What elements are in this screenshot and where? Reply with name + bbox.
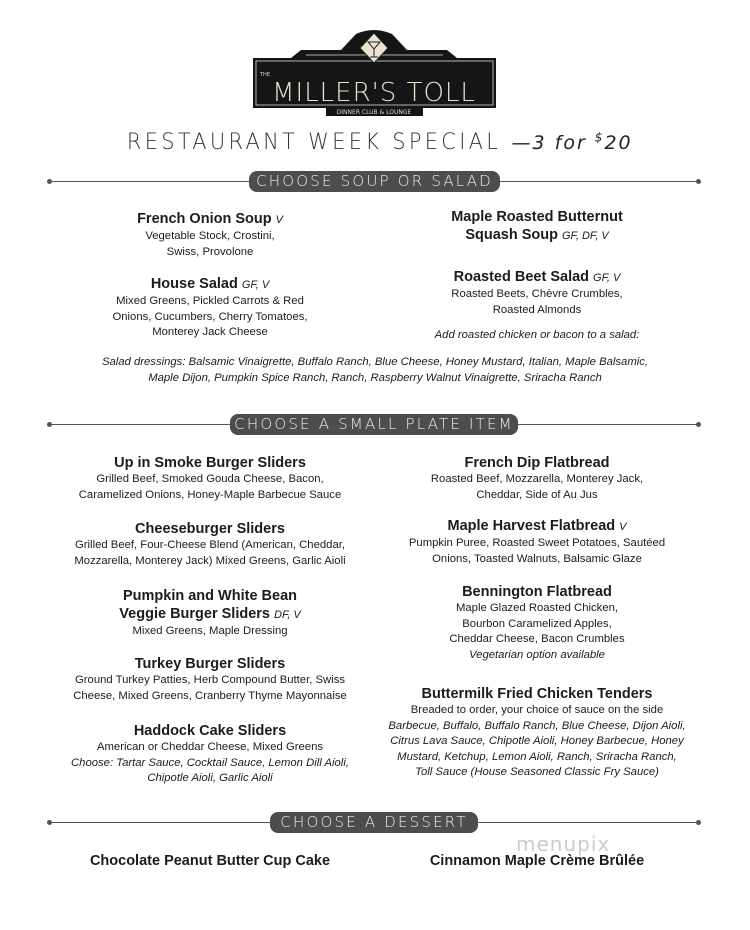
- item-name-text: Haddock Cake Sliders: [133, 723, 287, 739]
- headline-title: RESTAURANT WEEK SPECIAL: [127, 130, 502, 155]
- item-description: Onions, Toasted Walnuts, Balsamic Glaze: [432, 552, 642, 565]
- dietary-tags: GF, V: [241, 279, 270, 291]
- salad-dressings: [0, 355, 750, 386]
- item-name-text: Chocolate Peanut Butter Cup Cake: [89, 853, 331, 869]
- svg-text:THE: THE: [260, 72, 270, 78]
- menu-item: [50, 655, 370, 704]
- item-description: Caramelized Onions, Honey-Maple Barbecue Sauce: [78, 488, 342, 501]
- menu-item: [377, 454, 697, 503]
- item-description: Swiss, Provolone: [166, 245, 254, 258]
- item-description: Cheddar, Side of Au Jus: [476, 488, 598, 501]
- item-description: Mixed Greens, Pickled Carrots & Red: [116, 295, 304, 307]
- dietary-tags: DF, V: [274, 609, 301, 621]
- add-protein-note: Add roasted chicken or bacon to a salad:: [434, 329, 640, 341]
- millers-toll-logo: [251, 28, 498, 116]
- item-name-text: Roasted Beet Salad: [453, 269, 590, 285]
- item-name-text: Maple Roasted Butternut: [451, 209, 623, 225]
- item-name-text: French Onion Soup: [137, 211, 272, 227]
- item-description: Maple Glazed Roasted Chicken,: [455, 602, 618, 614]
- item-name-text: Up in Smoke Burger Sliders: [114, 455, 306, 471]
- item-description: Grilled Beef, Smoked Gouda Cheese, Bacon,: [96, 473, 324, 485]
- item-description: Barbecue, Buffalo, Buffalo Ranch, Blue Cheese, Dijon Aioli,: [388, 719, 686, 732]
- item-description: Roasted Beets, Chèvre Crumbles,: [451, 288, 623, 300]
- item-name-text: Maple Harvest Flatbread: [447, 518, 616, 534]
- item-name: [50, 275, 370, 294]
- section-heading: CHOOSE SOUP OR SALAD: [249, 171, 500, 192]
- item-description: Choose: Tartar Sauce, Cocktail Sauce, Lemon Dill Aioli,: [71, 756, 349, 769]
- svg-text:DINNER CLUB & LOUNGE: DINNER CLUB & LOUNGE: [336, 109, 412, 116]
- item-description: Ground Turkey Patties, Herb Compound Butter, Swiss: [75, 674, 345, 686]
- dietary-tags: V: [275, 214, 283, 226]
- menu-item: [377, 685, 697, 781]
- item-name-text: Cinnamon Maple Crème Brûlée: [429, 853, 645, 869]
- salad-dressings-line: Salad dressings: Balsamic Vinaigrette, Buffalo Ranch, Blue Cheese, Honey Mustard, Italian, Maple Balsamic,: [101, 356, 649, 368]
- item-description: Cheddar Cheese, Bacon Crumbles: [449, 633, 625, 645]
- item-name: [50, 587, 370, 624]
- menu-item: [50, 275, 370, 341]
- item-description: Onions, Cucumbers, Cherry Tomatoes,: [112, 310, 308, 323]
- item-description: Mustard, Ketchup, Lemon Aioli, Ranch, Sriracha Ranch,: [397, 750, 677, 763]
- menu-item: [50, 587, 370, 640]
- item-name-text: Pumpkin and White Bean: [122, 588, 297, 604]
- item-name: [50, 454, 370, 472]
- item-description: Citrus Lava Sauce, Chipotle Aioli, Honey Barbecue, Honey: [390, 735, 684, 747]
- item-name: [50, 655, 370, 673]
- item-description: Vegetarian option available: [469, 648, 605, 661]
- menu-item: [50, 722, 370, 787]
- menu-item: [377, 208, 697, 245]
- item-name-text: French Dip Flatbread: [464, 455, 610, 471]
- item-description: Mozzarella, Monterey Jack) Mixed Greens, Garlic Aioli: [74, 554, 346, 567]
- section-heading: CHOOSE A DESSERT: [270, 812, 478, 833]
- section-heading: CHOOSE A SMALL PLATE ITEM: [230, 414, 518, 435]
- item-description: Roasted Almonds: [492, 303, 582, 316]
- menu-item: [377, 268, 697, 318]
- item-description: Toll Sauce (House Seasoned Classic Fry Sauce): [415, 766, 659, 778]
- headline-price: —3 for $20: [511, 130, 633, 154]
- dietary-tags: GF, V: [593, 272, 621, 284]
- item-name: [377, 517, 697, 536]
- item-name: [50, 210, 370, 229]
- item-name: [50, 520, 370, 538]
- item-description: Monterey Jack Cheese: [152, 326, 268, 338]
- item-description: Mixed Greens, Maple Dressing: [132, 625, 288, 637]
- item-name-text: Squash Soup: [465, 227, 558, 243]
- item-name: [377, 268, 697, 287]
- menu-item: [50, 454, 370, 503]
- item-name: [50, 722, 370, 740]
- watermark: menupix: [516, 832, 611, 856]
- page-headline: [0, 130, 750, 155]
- dietary-tags: GF, DF, V: [561, 230, 609, 242]
- item-description: American or Cheddar Cheese, Mixed Greens: [96, 741, 324, 753]
- menu-item: [377, 517, 697, 567]
- item-description: Breaded to order, your choice of sauce on the side: [410, 704, 664, 716]
- svg-text:MILLER'S TOLL: MILLER'S TOLL: [272, 78, 476, 108]
- item-description: Pumpkin Puree, Roasted Sweet Potatoes, Sautéed: [408, 537, 666, 549]
- item-description: Roasted Beef, Mozzarella, Monterey Jack,: [430, 473, 644, 485]
- item-description: Chipotle Aioli, Garlic Aioli: [147, 772, 273, 784]
- item-description: Cheese, Mixed Greens, Cranberry Thyme Mayonnaise: [73, 689, 347, 702]
- menu-item: [377, 583, 697, 663]
- item-name: [377, 454, 697, 472]
- item-name: [377, 685, 697, 703]
- menu-item: [50, 852, 370, 870]
- salad-dressings-line: Maple Dijon, Pumpkin Spice Ranch, Ranch, Raspberry Walnut Vinaigrette, Sriracha Ranch: [148, 371, 602, 384]
- item-name-text: Cheeseburger Sliders: [135, 521, 285, 537]
- item-name: [377, 583, 697, 601]
- item-description: Grilled Beef, Four-Cheese Blend (American, Cheddar,: [75, 539, 345, 551]
- item-name-text: Bennington Flatbread: [462, 584, 612, 600]
- item-description: Vegetable Stock, Crostini,: [145, 230, 275, 242]
- item-name-text: Veggie Burger Sliders: [119, 606, 270, 622]
- item-description: Bourbon Caramelized Apples,: [462, 617, 612, 630]
- item-name: [50, 852, 370, 870]
- item-name: [377, 208, 697, 245]
- item-name-text: House Salad: [150, 276, 238, 292]
- dietary-tags: V: [619, 521, 627, 533]
- menu-item: [50, 520, 370, 569]
- item-name-text: Buttermilk Fried Chicken Tenders: [421, 686, 653, 702]
- menu-item: [50, 210, 370, 260]
- item-name-text: Turkey Burger Sliders: [134, 656, 286, 672]
